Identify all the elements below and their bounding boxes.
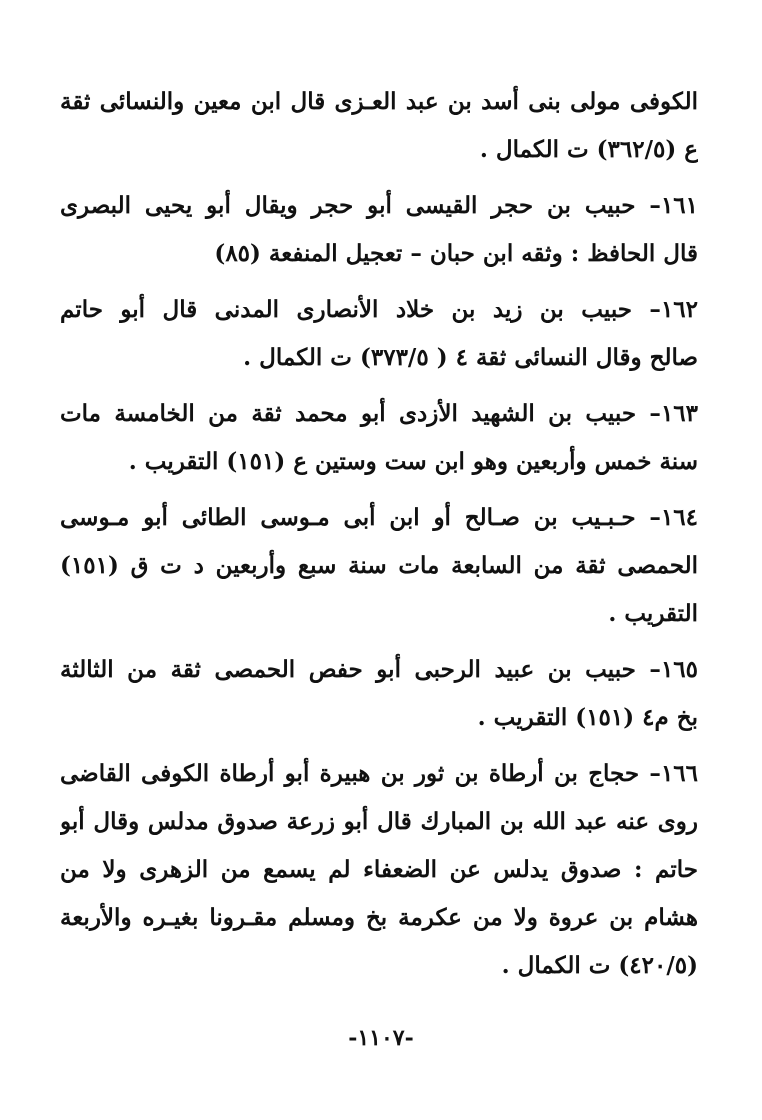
page-number: -١١٠٧- xyxy=(348,1025,414,1051)
text-line: روى عنه عبد الله بن المبارك قال أبو زرعة صدوق مدلس وقال أبو xyxy=(60,808,698,835)
entry-164 xyxy=(60,494,698,638)
text-line: ١٦١– حبيب بن حجر القيسى أبو حجر ويقال أبو يحيى البصرى xyxy=(60,192,698,219)
page-body xyxy=(60,78,698,998)
text-line: قال الحافظ : وثقه ابن حبان – تعجيل المنفعة (٨٥) xyxy=(214,240,698,267)
text-line: ١٦٥– حبيب بن عبيد الرحبى أبو حفص الحمصى ثقة من الثالثة xyxy=(60,656,698,683)
text-line: سنة خمس وأربعين وهو ابن ست وستين ع (١٥١) التقريب . xyxy=(128,448,698,475)
text-line: ١٦٤– حـبـيب بن صـالح أو ابن أبى مـوسى الطائى أبو مـوسى xyxy=(60,504,698,531)
text-line: ع (٣٦٢/٥) ت الكمال . xyxy=(479,136,698,163)
text-line: التقريب . xyxy=(608,600,698,627)
entry-165 xyxy=(60,646,698,742)
text-line: ١٦٦– حجاج بن أرطاة بن ثور بن هبيرة أبو أرطاة الكوفى القاضى xyxy=(60,760,698,787)
entry-163 xyxy=(60,390,698,486)
entry-continuation xyxy=(60,78,698,174)
text-line: ١٦٢– حبيب بن زيد بن خلاد الأنصارى المدنى قال أبو حاتم xyxy=(60,296,698,323)
text-line: ١٦٣– حبيب بن الشهيد الأزدى أبو محمد ثقة من الخامسة مات xyxy=(60,400,698,427)
text-line: صالح وقال النسائى ثقة ٤ ( ٣٧٣/٥) ت الكمال . xyxy=(243,344,698,371)
text-line: (٤٢٠/٥) ت الكمال . xyxy=(501,952,698,979)
text-line: بخ م٤ (١٥١) التقريب . xyxy=(477,704,698,731)
entry-166 xyxy=(60,750,698,990)
text-line: هشام بن عروة ولا من عكرمة بخ ومسلم مقـرونا بغيـره والأربعة xyxy=(60,904,698,931)
text-line: حاتم : صدوق يدلس عن الضعفاء لم يسمع من الزهرى ولا من xyxy=(60,856,698,883)
text-line: الحمصى ثقة من السابعة مات سنة سبع وأربعين د ت ق (١٥١) xyxy=(60,552,698,579)
entry-162 xyxy=(60,286,698,382)
text-line: الكوفى مولى بنى أسد بن عبد العـزى قال ابن معين والنسائى ثقة xyxy=(60,88,698,115)
entry-161 xyxy=(60,182,698,278)
